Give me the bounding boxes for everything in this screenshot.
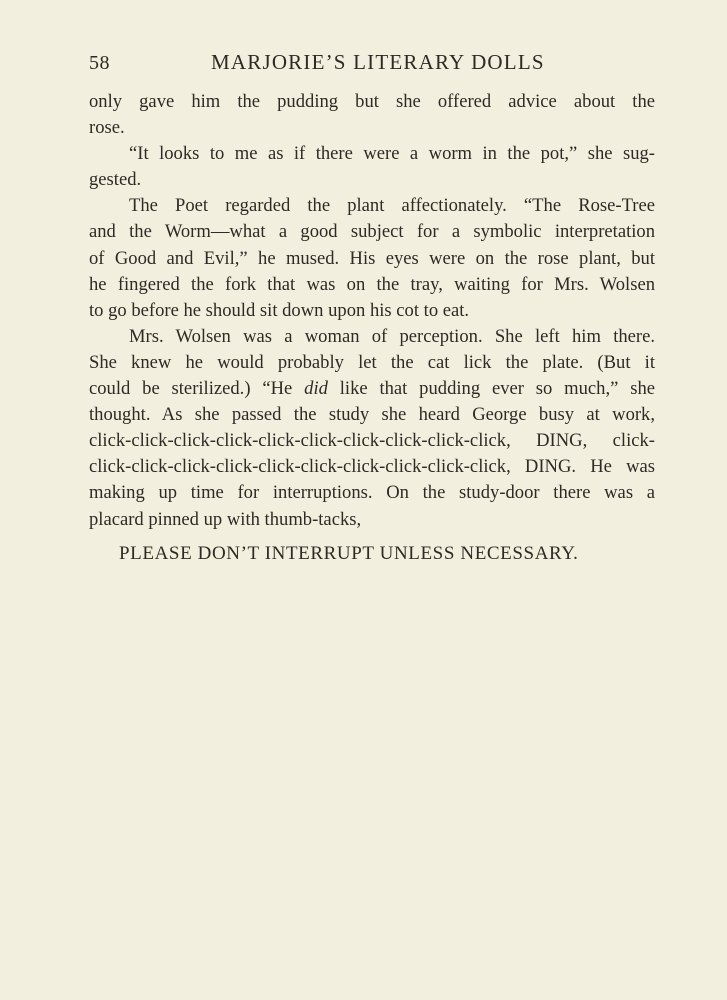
text-line: She knew he would probably let the cat lick the plate. (But it bbox=[89, 351, 655, 373]
text-line: placard pinned up with thumb-tacks, bbox=[89, 508, 362, 530]
text-segment: like that pudding ever so much,” she bbox=[327, 378, 656, 400]
placard-notice: PLEASE DON’T INTERRUPT UNLESS NECESSARY. bbox=[119, 543, 579, 564]
text-line: Mrs. Wolsen was a woman of perception. She left him there. bbox=[129, 325, 655, 347]
text-line: thought. As she passed the study she heard George busy at work, bbox=[89, 404, 655, 426]
text-line: “It looks to me as if there were a worm in the pot,” she sug- bbox=[129, 143, 655, 165]
page-number: 58 bbox=[89, 52, 110, 74]
page-header bbox=[89, 50, 655, 80]
text-line: gested. bbox=[89, 169, 142, 191]
text-line: to go before he should sit down upon his cot to eat. bbox=[89, 299, 470, 321]
text-line: click-click-click-click-click-click-click-click-click-click, DING, click- bbox=[89, 430, 655, 452]
text-line: only gave him the pudding but she offered advice about the bbox=[89, 91, 655, 112]
text-line: and the Worm—what a good subject for a symbolic interpretation bbox=[89, 221, 655, 243]
text-line: click-click-click-click-click-click-click-click-click-click, DING. He was bbox=[89, 456, 655, 478]
text-line bbox=[89, 376, 655, 402]
text-line: The Poet regarded the plant affectionately. “The Rose-Tree bbox=[129, 195, 655, 217]
body-text bbox=[89, 89, 655, 533]
text-line: rose. bbox=[89, 117, 125, 139]
text-line: of Good and Evil,” he mused. His eyes were on the rose plant, but bbox=[89, 247, 655, 269]
text-line: he fingered the fork that was on the tray, waiting for Mrs. Wolsen bbox=[89, 273, 655, 295]
emphasized-word: did bbox=[304, 378, 328, 400]
text-segment: could be sterilized.) “He bbox=[89, 378, 305, 400]
text-line: making up time for interruptions. On the study-door there was a bbox=[89, 482, 655, 504]
running-title: MARJORIE’S LITERARY DOLLS bbox=[211, 50, 545, 74]
